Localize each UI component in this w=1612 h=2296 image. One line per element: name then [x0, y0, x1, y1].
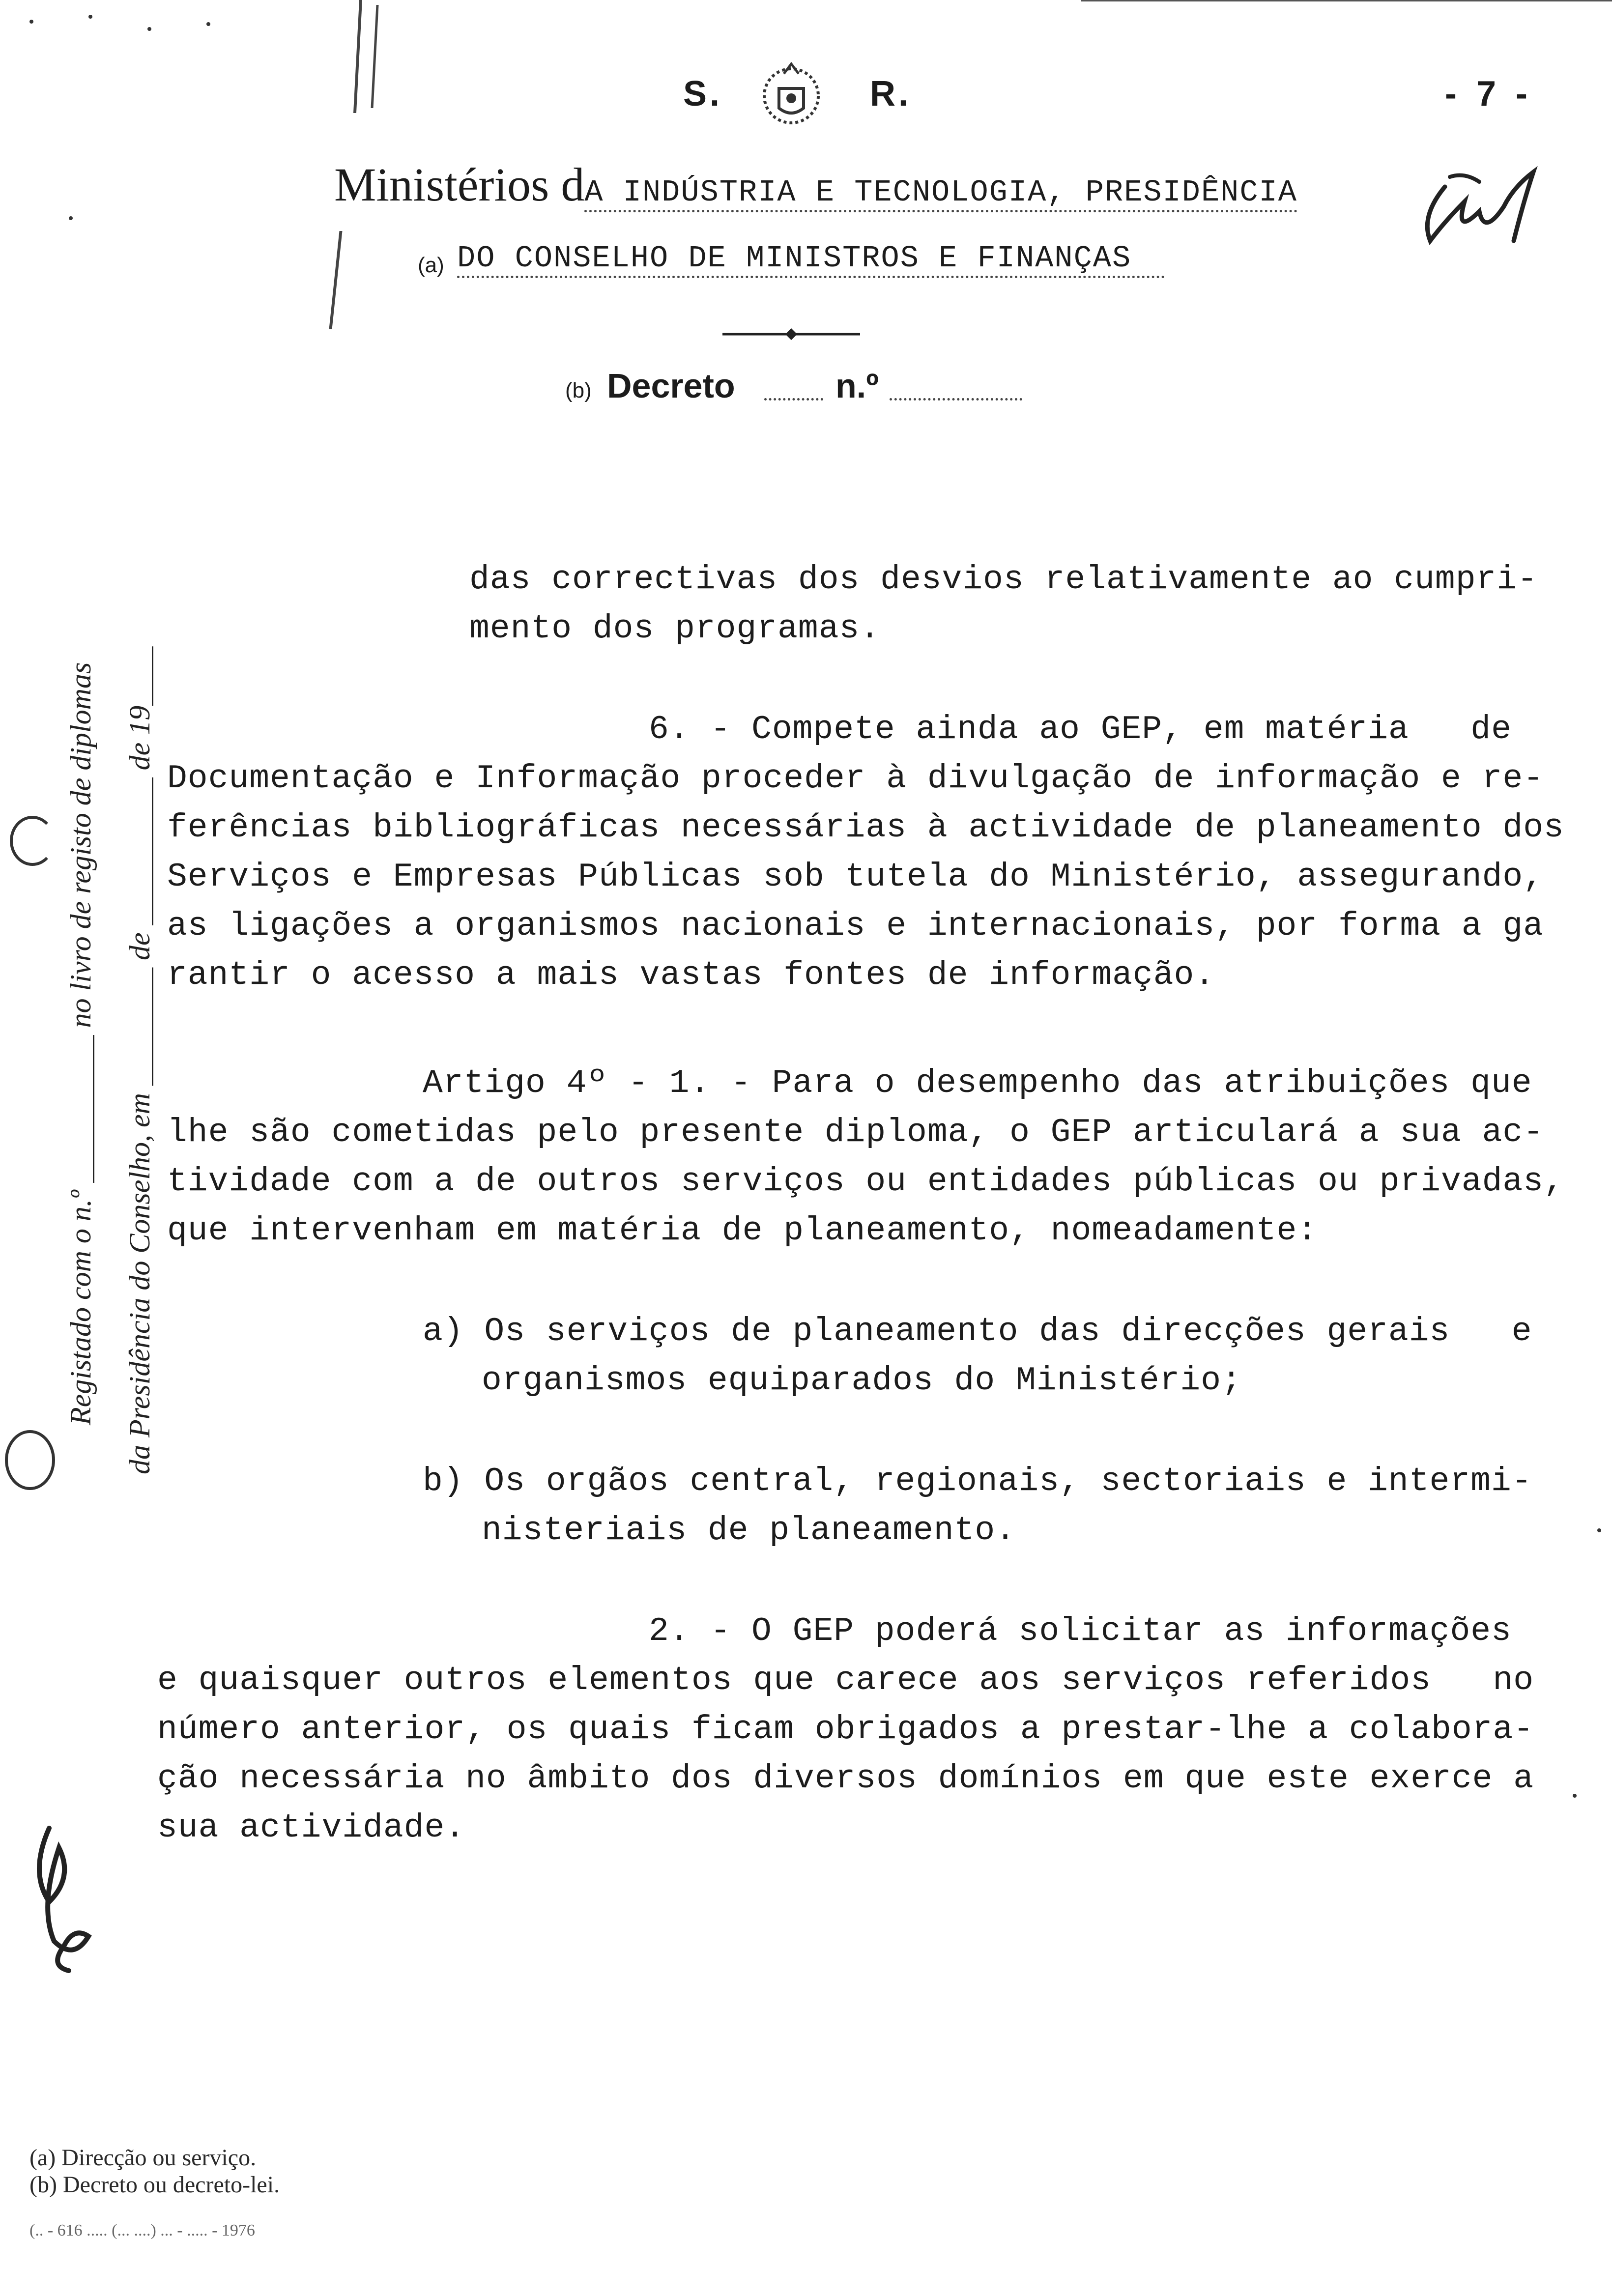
margin-circle-mark	[10, 816, 55, 866]
body-line: 6. - Compete ainda ao GEP, em matéria de	[649, 711, 1512, 748]
footnote-a: (a) Direcção ou serviço.	[29, 2145, 257, 2171]
handwritten-signature	[20, 1818, 118, 1976]
body-line: tividade com a de outros serviços ou entidades públicas ou privadas,	[167, 1163, 1564, 1201]
top-border-line	[1081, 0, 1612, 1]
body-line: Serviços e Empresas Públicas sob tutela do Ministério, assegurando,	[167, 858, 1544, 896]
scan-speck	[88, 15, 92, 19]
header-left-letter: S.	[683, 74, 723, 114]
registry-margin-line-2: da Presidência do Conselho, em ________ de __________ de 19____	[123, 646, 156, 1474]
scan-speck	[206, 22, 210, 26]
body-line: as ligações a organismos nacionais e internacionais, por forma a ga	[167, 907, 1544, 945]
registry-margin-line-1: Registado com o n.º __________ no livro de registo de diplomas	[64, 662, 97, 1425]
scan-speck	[147, 27, 151, 31]
scan-speck	[1597, 1528, 1601, 1532]
list-item-b: b) Os orgãos central, regionais, sectoriais e intermi-	[423, 1463, 1532, 1500]
handwritten-initials	[1410, 157, 1553, 265]
ornament-rule	[722, 327, 860, 342]
scan-speck	[69, 216, 73, 220]
decree-label: Decreto	[607, 367, 735, 405]
body-line: ção necessária no âmbito dos diversos domínios em que este exerce a	[157, 1760, 1534, 1798]
body-line: 2. - O GEP poderá solicitar as informações	[649, 1612, 1512, 1650]
footnote-marker-b: (b)	[565, 378, 592, 402]
scan-speck	[29, 20, 33, 24]
body-line: e quaisquer outros elementos que carece aos serviços referidos no	[157, 1662, 1534, 1699]
body-line: Artigo 4º - 1. - Para o desempenho das atribuições que	[423, 1064, 1532, 1102]
header-right-letter: R.	[870, 74, 911, 114]
ministry-heading	[334, 157, 1297, 212]
scan-speck	[1573, 1794, 1577, 1798]
footnote-b: (b) Decreto ou decreto-lei.	[29, 2172, 280, 2198]
ministry-line-2: DO CONSELHO DE MINISTROS E FINANÇAS	[457, 241, 1165, 278]
decree-number-label: n.º	[835, 367, 879, 405]
body-line: número anterior, os quais ficam obrigados a prestar-lhe a colabora-	[157, 1711, 1534, 1749]
margin-circle-mark	[5, 1430, 55, 1490]
list-item-a: a) Os serviços de planeamento das direcções gerais e	[423, 1313, 1532, 1350]
body-line: lhe são cometidas pelo presente diploma, o GEP articulará a sua ac-	[167, 1114, 1544, 1151]
margin-stroke	[329, 231, 349, 329]
printer-line: (.. - 616 ..... (... ....) ... - ..... - 1976	[29, 2221, 255, 2239]
ministry-name: A INDÚSTRIA E TECNOLOGIA, PRESIDÊNCIA	[584, 175, 1297, 212]
list-item-b-cont: nisteriais de planeamento.	[482, 1512, 1016, 1550]
body-line: mento dos programas.	[469, 610, 881, 648]
footnote-marker-a: (a)	[418, 253, 444, 277]
body-line: das correctivas dos desvios relativamente ao cumpri-	[469, 561, 1538, 599]
page-number: - 7 -	[1445, 74, 1533, 114]
margin-stroke	[371, 5, 378, 108]
decree-number-blank	[890, 398, 1022, 401]
list-item-a-cont: organismos equiparados do Ministério;	[482, 1362, 1242, 1400]
body-line: que intervenham em matéria de planeamento, nomeadamente:	[167, 1212, 1318, 1250]
margin-stroke	[353, 0, 362, 113]
body-line: ferências bibliográficas necessárias à actividade de planeamento dos	[167, 809, 1564, 847]
ministry-prefix: Ministérios d	[334, 158, 585, 211]
decree-blank	[764, 398, 823, 401]
body-line: sua actividade.	[157, 1809, 466, 1847]
coat-of-arms-emblem	[749, 54, 833, 138]
body-line: Documentação e Informação proceder à divulgação de informação e re-	[167, 760, 1544, 798]
body-line: rantir o acesso a mais vastas fontes de informação.	[167, 956, 1215, 994]
